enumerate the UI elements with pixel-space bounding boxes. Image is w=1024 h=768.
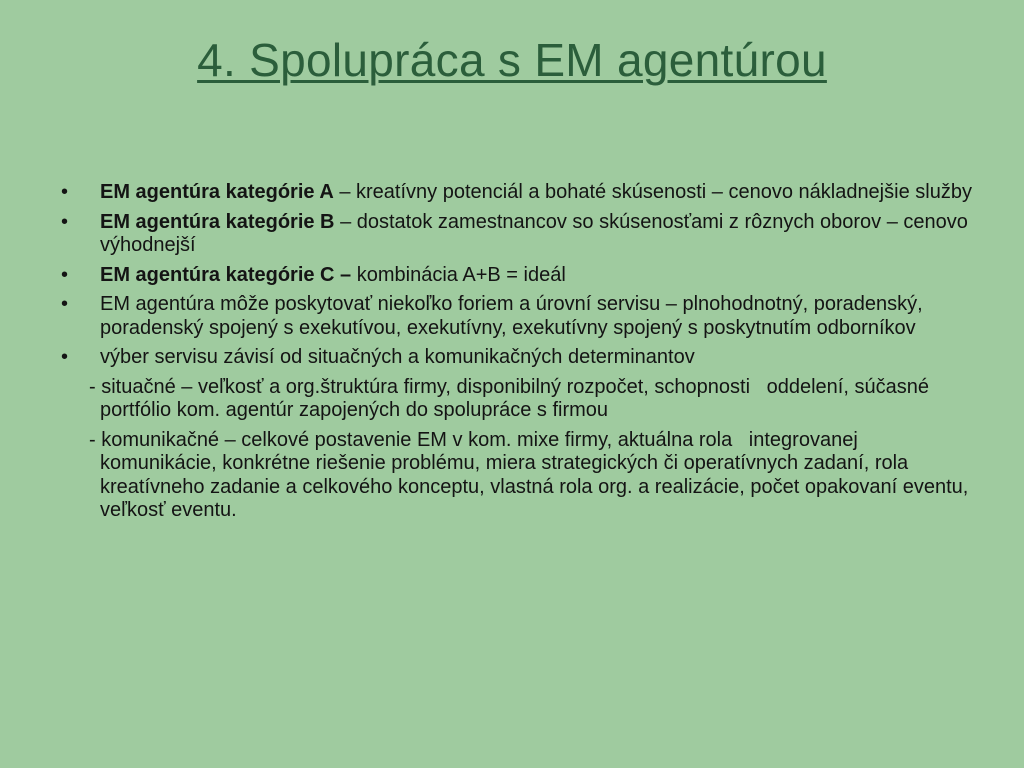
- sub-item-lead: - komunikačné – celkové postavenie EM v kom. mixe firmy, aktuálna rola: [89, 428, 733, 451]
- bullet-item-service-choice: [56, 346, 976, 370]
- sub-item-rest: oddelení, súčasné portfólio kom. agentúr zapojených do spolupráce s firmou: [100, 375, 929, 421]
- bullet-item-category-b: [56, 211, 976, 258]
- slide-content: [56, 181, 976, 529]
- sub-item-situational: [56, 376, 976, 423]
- bullet-dot: •: [61, 181, 69, 203]
- bullet-bold-text: EM agentúra kategórie A: [100, 181, 334, 203]
- bullet-text: – kreatívny potenciál a bohaté skúsenosti – cenovo nákladnejšie služby: [333, 181, 972, 203]
- bullet-dot: •: [61, 210, 69, 233]
- bullet-text: EM agentúra môže poskytovať niekoľko foriem a úrovní servisu – plnohodnotný, poradenský, poradenský spojený s exekutívou, exekutívny, exekutívny spojený s poskytnutím odborníkov: [100, 293, 923, 339]
- bullet-item-category-c: [56, 264, 976, 288]
- bullet-dot: •: [61, 346, 69, 368]
- bullet-text: výber servisu závisí od situačných a komunikačných determinantov: [100, 346, 695, 368]
- bullet-bold-text: EM agentúra kategórie B: [100, 210, 335, 233]
- sub-item-rest: integrovanej komunikácie, konkrétne riešenie problému, miera strategických či operatívnych zadaní, rola kreatívneho zadanie a celkového konceptu, vlastná rola org. a realizácie, počet opakovaní eventu, veľkosť eventu.: [100, 428, 969, 521]
- sub-item-lead: - situačné – veľkosť a org.štruktúra firmy, disponibilný rozpočet, schopnosti: [89, 375, 751, 398]
- bullet-item-category-a: [56, 181, 976, 205]
- bullet-text: kombinácia A+B = ideál: [351, 263, 566, 286]
- bullet-bold-text: EM agentúra kategórie C –: [100, 263, 352, 286]
- bullet-item-service-forms: [56, 293, 976, 340]
- sub-item-communication: [56, 429, 976, 523]
- bullet-text: – dostatok zamestnancov so skúsenosťami z rôznych oborov – cenovo výhodnejší: [100, 210, 968, 256]
- bullet-dot: •: [61, 263, 69, 286]
- slide-title: 4. Spolupráca s EM agentúrou: [197, 34, 827, 86]
- bullet-dot: •: [61, 293, 69, 315]
